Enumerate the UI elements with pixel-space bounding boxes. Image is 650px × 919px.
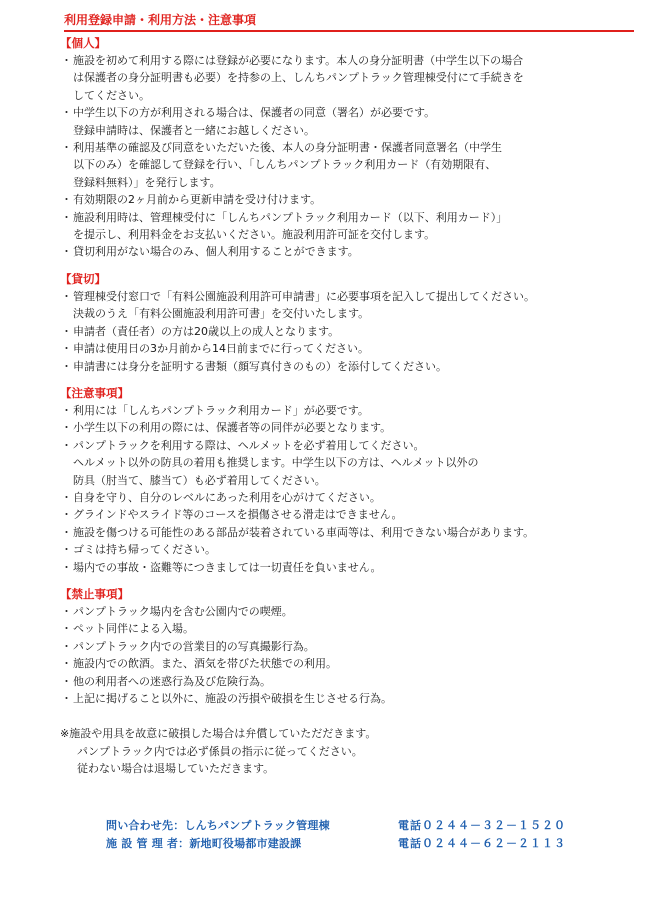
list-item-text xyxy=(73,288,535,323)
list-item-text xyxy=(73,52,524,104)
bullet-icon: ・ xyxy=(61,604,72,618)
list-item xyxy=(60,541,620,558)
list-item xyxy=(60,603,620,620)
list-item xyxy=(60,139,620,191)
text-line: ペット同伴による入場。 xyxy=(73,622,194,636)
bullet-icon: ・ xyxy=(61,490,72,504)
contact-phone: 電話０２４４－３２－１５２０ xyxy=(398,819,566,832)
note-line: ※施設や用具を故意に破損した場合は弁償していただだきます。 xyxy=(60,727,377,741)
page-header xyxy=(64,12,634,32)
list-item xyxy=(60,506,620,523)
section-2 xyxy=(60,384,620,576)
bullet-icon: ・ xyxy=(61,403,72,417)
list-item xyxy=(60,191,620,208)
list-item-text xyxy=(73,524,534,541)
list-item xyxy=(60,243,620,260)
bullet-icon: ・ xyxy=(61,210,72,224)
contact-phone: 電話０２４４－６２－２１１３ xyxy=(398,837,566,850)
text-line: 上記に掲げること以外に、施設の汚損や破損を生じさせる行為。 xyxy=(73,692,392,705)
text-line: 施設内での飲酒。また、酒気を帯びた状態での利用。 xyxy=(73,657,337,671)
list-item xyxy=(60,288,620,323)
list-item-text xyxy=(73,243,359,260)
text-line: 自身を守り、自分のレベルにあった利用を心がけてください。 xyxy=(73,490,381,504)
text-line: 以下のみ）を確認して登録を行い、「しんちパンプトラック利用カード（有効期限有、 xyxy=(73,158,497,172)
contact-row xyxy=(106,817,566,835)
text-line: 他の利用者への迷惑行為及び危険行為。 xyxy=(73,674,271,688)
text-line: 申請は使用日の3か月前から14日前までに行ってください。 xyxy=(73,342,369,356)
list-item xyxy=(60,323,620,340)
bullet-icon: ・ xyxy=(61,359,72,373)
contact-label: 施 設 管 理 者：新地町役場都市建設課 xyxy=(106,837,302,850)
list-item-text xyxy=(73,655,337,672)
text-line: ゴミは持ち帰ってください。 xyxy=(73,543,216,557)
list-item xyxy=(60,489,620,506)
text-line: 小学生以下の利用の際には、保護者等の同伴が必要となります。 xyxy=(73,421,392,435)
list-item-text xyxy=(73,139,502,191)
list-item xyxy=(60,620,620,637)
list-item xyxy=(60,209,620,244)
list-item xyxy=(60,402,620,419)
section-title: 【個人】 xyxy=(60,36,106,50)
text-line: 利用基準の確認及び同意をいただいた後、本人の身分証明書・保護者同意署名（中学生 xyxy=(73,141,502,155)
bullet-icon: ・ xyxy=(61,54,72,67)
text-line: は保護者の身分証明書も必要）を持参の上、しんちパンプトラック管理棟受付にて手続きを xyxy=(73,71,524,85)
text-line: 防具（肘当て、膝当て）も必ず着用してください。 xyxy=(73,473,326,487)
bullet-icon: ・ xyxy=(61,560,72,574)
list-item-text xyxy=(73,419,391,436)
text-line: ヘルメット以外の防具の着用も推奨します。中学生以下の方は、ヘルメット以外の xyxy=(73,456,479,470)
text-line: 登録料無料）」を発行します。 xyxy=(73,175,221,189)
section-1 xyxy=(60,270,620,375)
bullet-icon: ・ xyxy=(61,525,72,539)
list-item-text xyxy=(73,340,369,357)
bullet-icon: ・ xyxy=(61,245,72,259)
bullet-icon: ・ xyxy=(61,639,72,653)
text-line: パンプトラック場内を含む公園内での喫煙。 xyxy=(73,604,293,618)
text-line: 登録申請時は、保護者と一緒にお越しください。 xyxy=(73,123,315,137)
list-item-text xyxy=(73,402,369,419)
text-line: パンプトラック内での営業目的の写真撮影行為。 xyxy=(73,639,315,653)
text-line: 場内での事故・盗難等につきましては一切責任を負いません。 xyxy=(73,560,382,574)
list-item-text xyxy=(73,209,507,244)
list-item xyxy=(60,673,620,690)
list-item xyxy=(60,655,620,672)
list-item-text xyxy=(73,489,381,506)
text-line: してください。 xyxy=(73,88,150,102)
section-title: 【貸切】 xyxy=(60,271,106,286)
bullet-icon: ・ xyxy=(61,324,72,338)
list-item-text xyxy=(73,506,402,523)
text-line: 中学生以下の方が利用される場合は、保護者の同意（署名）が必要です。 xyxy=(73,106,436,120)
list-item-text xyxy=(73,541,216,558)
bullet-icon: ・ xyxy=(61,342,72,356)
list-item-text xyxy=(73,673,271,690)
list-item xyxy=(60,340,620,357)
bullet-icon: ・ xyxy=(61,141,72,155)
list-item xyxy=(60,638,620,655)
list-item-text xyxy=(73,437,478,489)
list-item xyxy=(60,690,620,707)
note-line: パンプトラック内では必ず係員の指示に従ってください。 xyxy=(77,744,363,758)
bullet-icon: ・ xyxy=(61,657,72,671)
bullet-icon: ・ xyxy=(61,674,72,688)
bullet-icon: ・ xyxy=(61,421,72,435)
text-line: パンプトラックを利用する際は、ヘルメットを必ず着用してください。 xyxy=(73,438,425,452)
section-title: 【注意事項】 xyxy=(60,385,129,400)
document-body xyxy=(60,34,620,778)
bullet-icon: ・ xyxy=(61,543,72,557)
section-3 xyxy=(60,585,620,707)
list-item xyxy=(60,358,620,375)
bullet-icon: ・ xyxy=(61,106,72,120)
bullet-icon: ・ xyxy=(61,193,72,207)
text-line: 管理棟受付窓口で「有料公園施設利用許可申請書」に必要事項を記入して提出してください。 xyxy=(73,289,535,303)
notes-block xyxy=(60,725,620,777)
list-item-text xyxy=(73,323,339,340)
contact-info xyxy=(106,817,566,853)
text-line: を提示し、利用料金をお支払いください。施設利用許可証を交付します。 xyxy=(73,228,436,242)
text-line: 施設を初めて利用する際には登録が必要になります。本人の身分証明書（中学生以下の場合 xyxy=(73,54,524,67)
bullet-icon: ・ xyxy=(61,692,72,705)
note-line: 従わない場合は退場していただきます。 xyxy=(77,762,275,776)
bullet-icon: ・ xyxy=(61,508,72,522)
text-line: 申請者（責任者）の方は20歳以上の成人となります。 xyxy=(73,324,340,338)
contact-row xyxy=(106,835,566,853)
list-item-text xyxy=(73,638,315,655)
text-line: 施設利用時は、管理棟受付に「しんちパンプトラック利用カード（以下、利用カード）」 xyxy=(73,210,508,224)
section-0 xyxy=(60,34,620,261)
text-line: 貸切利用がない場合のみ、個人利用することができます。 xyxy=(73,245,359,259)
text-line: 利用には「しんちパンプトラック利用カード」が必要です。 xyxy=(73,403,369,417)
bullet-icon: ・ xyxy=(61,438,72,452)
text-line: グラインドやスライド等のコースを損傷させる滑走はできません。 xyxy=(73,508,403,522)
list-item-text xyxy=(73,358,447,375)
list-item-text xyxy=(73,191,321,208)
list-item xyxy=(60,559,620,576)
bullet-icon: ・ xyxy=(61,622,72,636)
list-item-text xyxy=(73,690,392,707)
section-title: 【禁止事項】 xyxy=(60,586,129,601)
list-item-text xyxy=(73,603,293,620)
text-line: 有効期限の2ヶ月前から更新申請を受け付けます。 xyxy=(73,193,322,207)
list-item xyxy=(60,52,620,104)
page-title: 利用登録申請・利用方法・注意事項 xyxy=(64,13,257,27)
list-item xyxy=(60,104,620,139)
bullet-icon: ・ xyxy=(61,289,72,303)
contact-label: 問い合わせ先：しんちパンプトラック管理棟 xyxy=(106,819,330,832)
list-item-text xyxy=(73,104,435,139)
list-item xyxy=(60,419,620,436)
list-item-text xyxy=(73,559,381,576)
text-line: 申請書には身分を証明する書類（顔写真付きのもの）を添付してください。 xyxy=(73,359,447,373)
list-item xyxy=(60,437,620,489)
list-item-text xyxy=(73,620,194,637)
text-line: 施設を傷つける可能性のある部品が装着されている車両等は、利用できない場合があります。 xyxy=(73,525,535,539)
list-item xyxy=(60,524,620,541)
text-line: 決裁のうえ「有料公園施設利用許可書」を交付いたします。 xyxy=(73,307,370,321)
